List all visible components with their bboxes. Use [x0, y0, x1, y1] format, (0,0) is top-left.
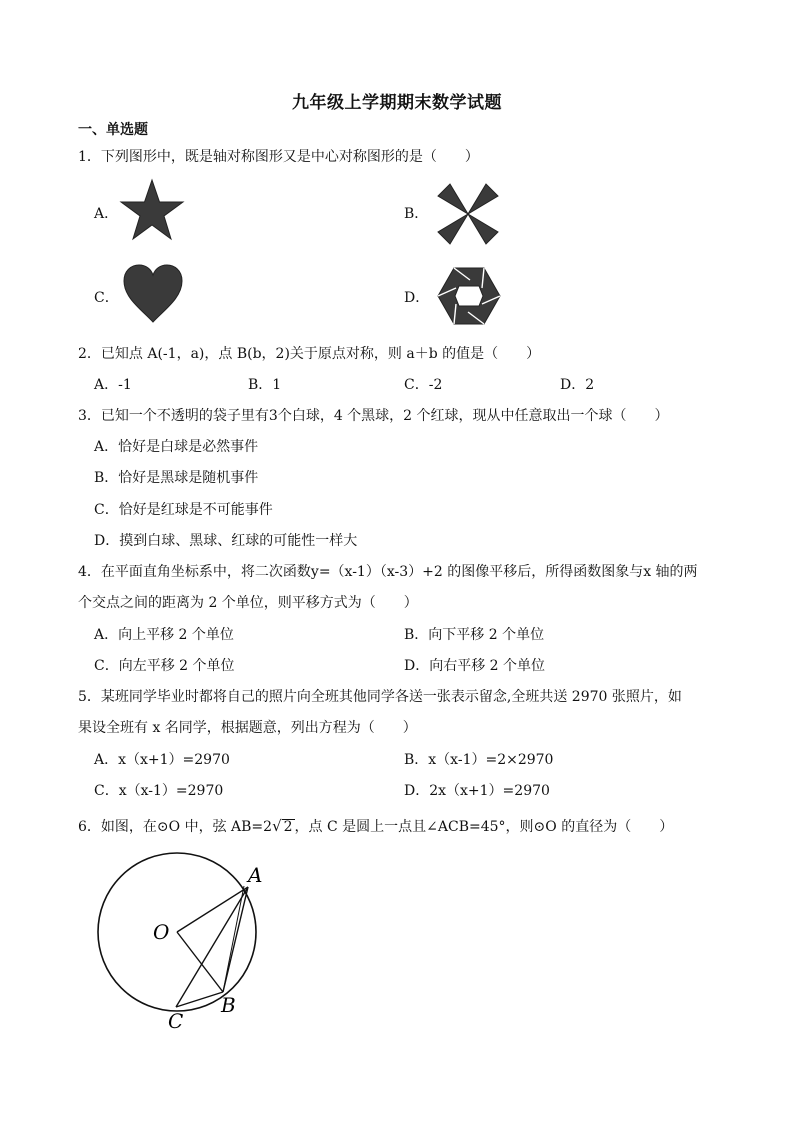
q3-option-c: C．恰好是红球是不可能事件: [94, 502, 273, 518]
q1-option-d-label: D．: [404, 290, 430, 306]
question-1-stem: 1．下列图形中，既是轴对称图形又是中心对称图形的是（ ）: [78, 149, 479, 165]
q2-option-b: B．1: [248, 377, 282, 393]
point-o-label: O: [153, 920, 170, 944]
q3-option-d: D．摸到白球、黑球、红球的可能性一样大: [94, 533, 358, 549]
chord-ab: [223, 887, 248, 992]
question-5-stem-line1: 5．某班同学毕业时都将自己的照片向全班其他同学各送一张表示留念,全班共送 2970 张照片，如: [78, 689, 682, 705]
q5-option-b: B．x（x-1）=2×2970: [404, 752, 554, 768]
section-heading: 一、单选题: [78, 122, 148, 138]
hexagon-swirl-icon: [436, 266, 502, 326]
q3-option-b: B．恰好是黑球是随机事件: [94, 470, 259, 486]
point-c-label: C: [168, 1009, 184, 1033]
question-6-stem-pre: 6．如图，在⊙O 中，弦 AB=2: [78, 819, 273, 835]
chord-ac: [176, 887, 248, 1007]
question-6-stem: 6．如图，在⊙O 中，弦 AB=2√ 2 ，点 C 是圆上一点且∠ACB=45°，则⊙O 的直径为（ ）: [78, 817, 674, 835]
pinwheel-icon: [436, 182, 500, 246]
question-6-stem-post: ，点 C 是圆上一点且∠ACB=45°，则⊙O 的直径为（ ）: [294, 819, 674, 835]
q5-option-d: D．2x（x+1）=2970: [404, 783, 550, 799]
q4-option-a: A．向上平移 2 个单位: [94, 627, 234, 643]
q5-option-a: A．x（x+1）=2970: [94, 752, 230, 768]
point-b-label: B: [221, 993, 236, 1017]
q1-option-a-label: A．: [94, 206, 119, 222]
q1-option-b-label: B．: [404, 206, 429, 222]
q3-option-a: A．恰好是白球是必然事件: [94, 439, 259, 455]
question-5-stem-line2: 果设全班有 x 名同学，根据题意，列出方程为（ ）: [78, 720, 417, 736]
q1-option-c-label: C．: [94, 290, 119, 306]
question-2-stem: 2．已知点 A(-1，a)，点 B(b，2)关于原点对称，则 a＋b 的值是（ ）: [78, 346, 541, 362]
heart-icon: [122, 264, 184, 324]
q4-option-d: D．向右平移 2 个单位: [404, 658, 546, 674]
q4-option-c: C．向左平移 2 个单位: [94, 658, 235, 674]
circle-geometry-figure: [90, 850, 280, 1035]
star-icon: [118, 178, 186, 244]
question-4-stem-line2: 个交点之间的距离为 2 个单位，则平移方式为（ ）: [78, 595, 418, 611]
chord-ab-shadow: [223, 886, 244, 992]
sqrt-radicand: 2: [283, 819, 293, 835]
q5-option-c: C．x（x-1）=2970: [94, 783, 224, 799]
segment-oa: [177, 887, 248, 932]
q2-option-a: A．-1: [94, 377, 132, 393]
point-a-label: A: [248, 863, 263, 887]
question-4-stem-line1: 4．在平面直角坐标系中，将二次函数y=（x-1）（x-3）+2 的图像平移后，所得函数图象与x 轴的两: [78, 564, 698, 580]
question-3-stem: 3．已知一个不透明的袋子里有3个白球，4 个黑球，2 个红球，现从中任意取出一个球（ ）: [78, 408, 669, 424]
q2-option-d: D．2: [560, 377, 595, 393]
q2-option-c: C．-2: [404, 377, 443, 393]
page-title: 九年级上学期期末数学试题: [292, 93, 502, 113]
q4-option-b: B．向下平移 2 个单位: [404, 627, 545, 643]
